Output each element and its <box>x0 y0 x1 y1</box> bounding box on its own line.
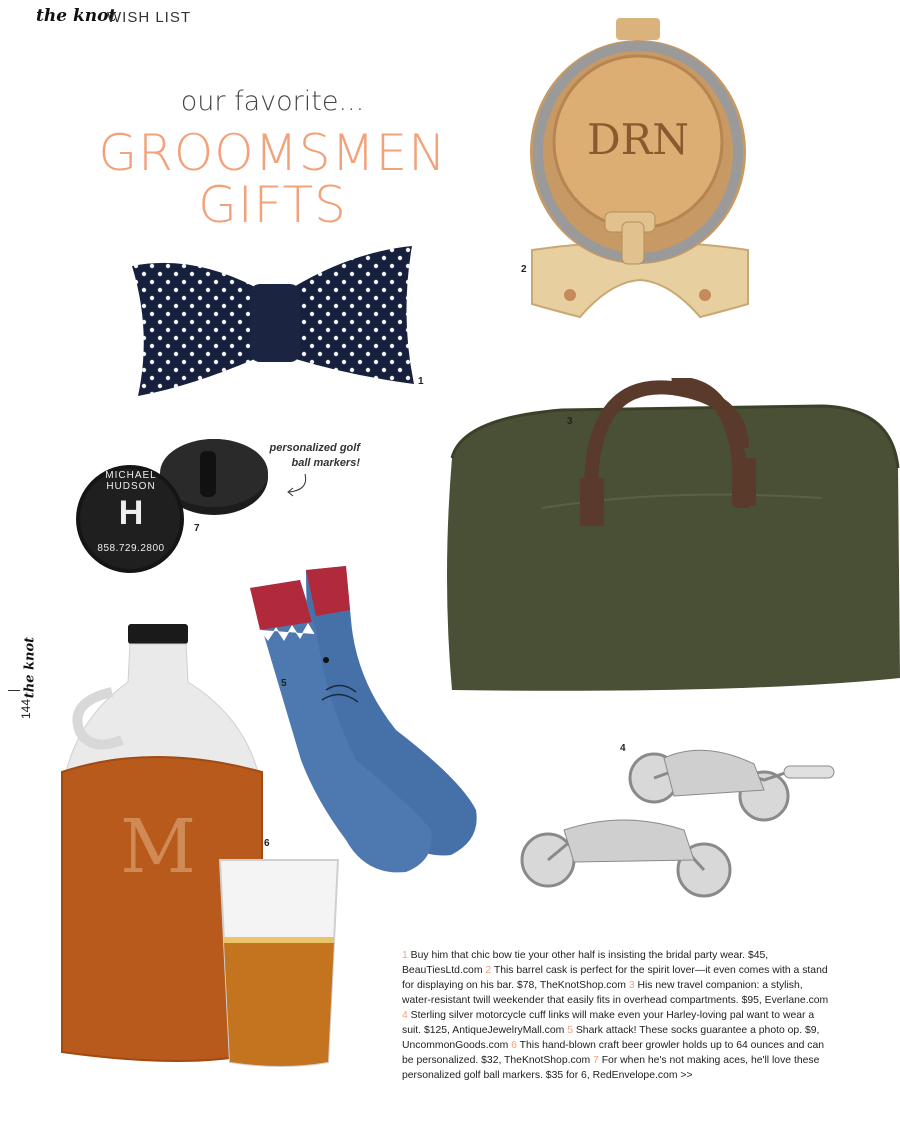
folio-brand: the knot <box>22 636 38 699</box>
product-number-2: 2 <box>521 264 527 275</box>
product-number-5: 5 <box>281 678 287 689</box>
golf-callout <box>262 441 360 471</box>
caption-text-2: This barrel cask is perfect for the spirit lover—it even comes with a stand for displaying on his bar. $78, TheKnotShop.com <box>402 965 828 991</box>
caption-number-3: 3 <box>628 980 635 991</box>
caption-number-4: 4 <box>402 1010 408 1021</box>
product-number-7: 7 <box>194 523 200 534</box>
motorcycle-cufflinks-image <box>514 730 839 910</box>
growler-image <box>52 622 342 1082</box>
caption-number-7: 7 <box>593 1055 599 1066</box>
caption-text-3: His new travel companion: a stylish, water-resistant twill weekender that easily fits in overhead compartments. $95, Everlane.com <box>402 980 829 1006</box>
caption-text-1: Buy him that chic bow tie your other half is insisting the bridal party wear. $45, BeauTiesLtd.com <box>402 950 769 976</box>
product-number-6: 6 <box>264 838 270 849</box>
brand-logo: the knot <box>36 6 117 26</box>
bowtie-image <box>132 246 422 406</box>
page-folio <box>18 636 42 730</box>
caption-number-5: 5 <box>567 1025 573 1036</box>
golf-marker-initial: H <box>118 494 144 532</box>
golf-marker-name: MICHAEL HUDSON <box>105 470 157 492</box>
caption-text-7: For when he's not making aces, he'll love these personalized golf ball markers. $35 for 6, RedEnvelope.com >> <box>402 1055 820 1081</box>
growler-engraving: M <box>120 804 196 890</box>
title-line-2: GIFTS <box>198 176 347 234</box>
folio-divider <box>8 690 20 691</box>
product-number-3: 3 <box>567 416 573 427</box>
callout-arrow-icon <box>283 472 313 498</box>
caption-text-4: Sterling silver motorcycle cuff links will make even your Harley-loving pal want to wear a suit. $125, AntiqueJewelryMall.com <box>402 1010 815 1036</box>
product-number-4: 4 <box>620 743 626 754</box>
golf-callout-line-1: personalized golf <box>269 442 360 454</box>
product-number-1: 1 <box>418 376 424 387</box>
golf-callout-line-2: ball markers! <box>291 457 360 469</box>
caption-number-2: 2 <box>485 965 492 976</box>
folio-page-number: 144 <box>19 698 33 720</box>
caption-text-6: This hand-blown craft beer growler holds up to 64 ounces and can be personalized. $32, TheKnotShop.com <box>402 1040 825 1066</box>
barrel-image <box>520 12 760 342</box>
section-label: WISH LIST <box>107 9 192 26</box>
title-line-1: GROOMSMEN <box>98 124 447 182</box>
golf-marker-phone: 858.729.2800 <box>97 543 165 554</box>
product-caption <box>402 948 832 1083</box>
title-kicker: our favorite... <box>180 86 365 117</box>
caption-number-1: 1 <box>402 950 408 961</box>
barrel-engraving: DRN <box>586 115 690 164</box>
caption-text-5: Shark attack! These socks guarantee a photo op. $9, UncommonGoods.com <box>402 1025 820 1051</box>
caption-number-6: 6 <box>511 1040 517 1051</box>
weekender-bag-image <box>442 378 900 696</box>
